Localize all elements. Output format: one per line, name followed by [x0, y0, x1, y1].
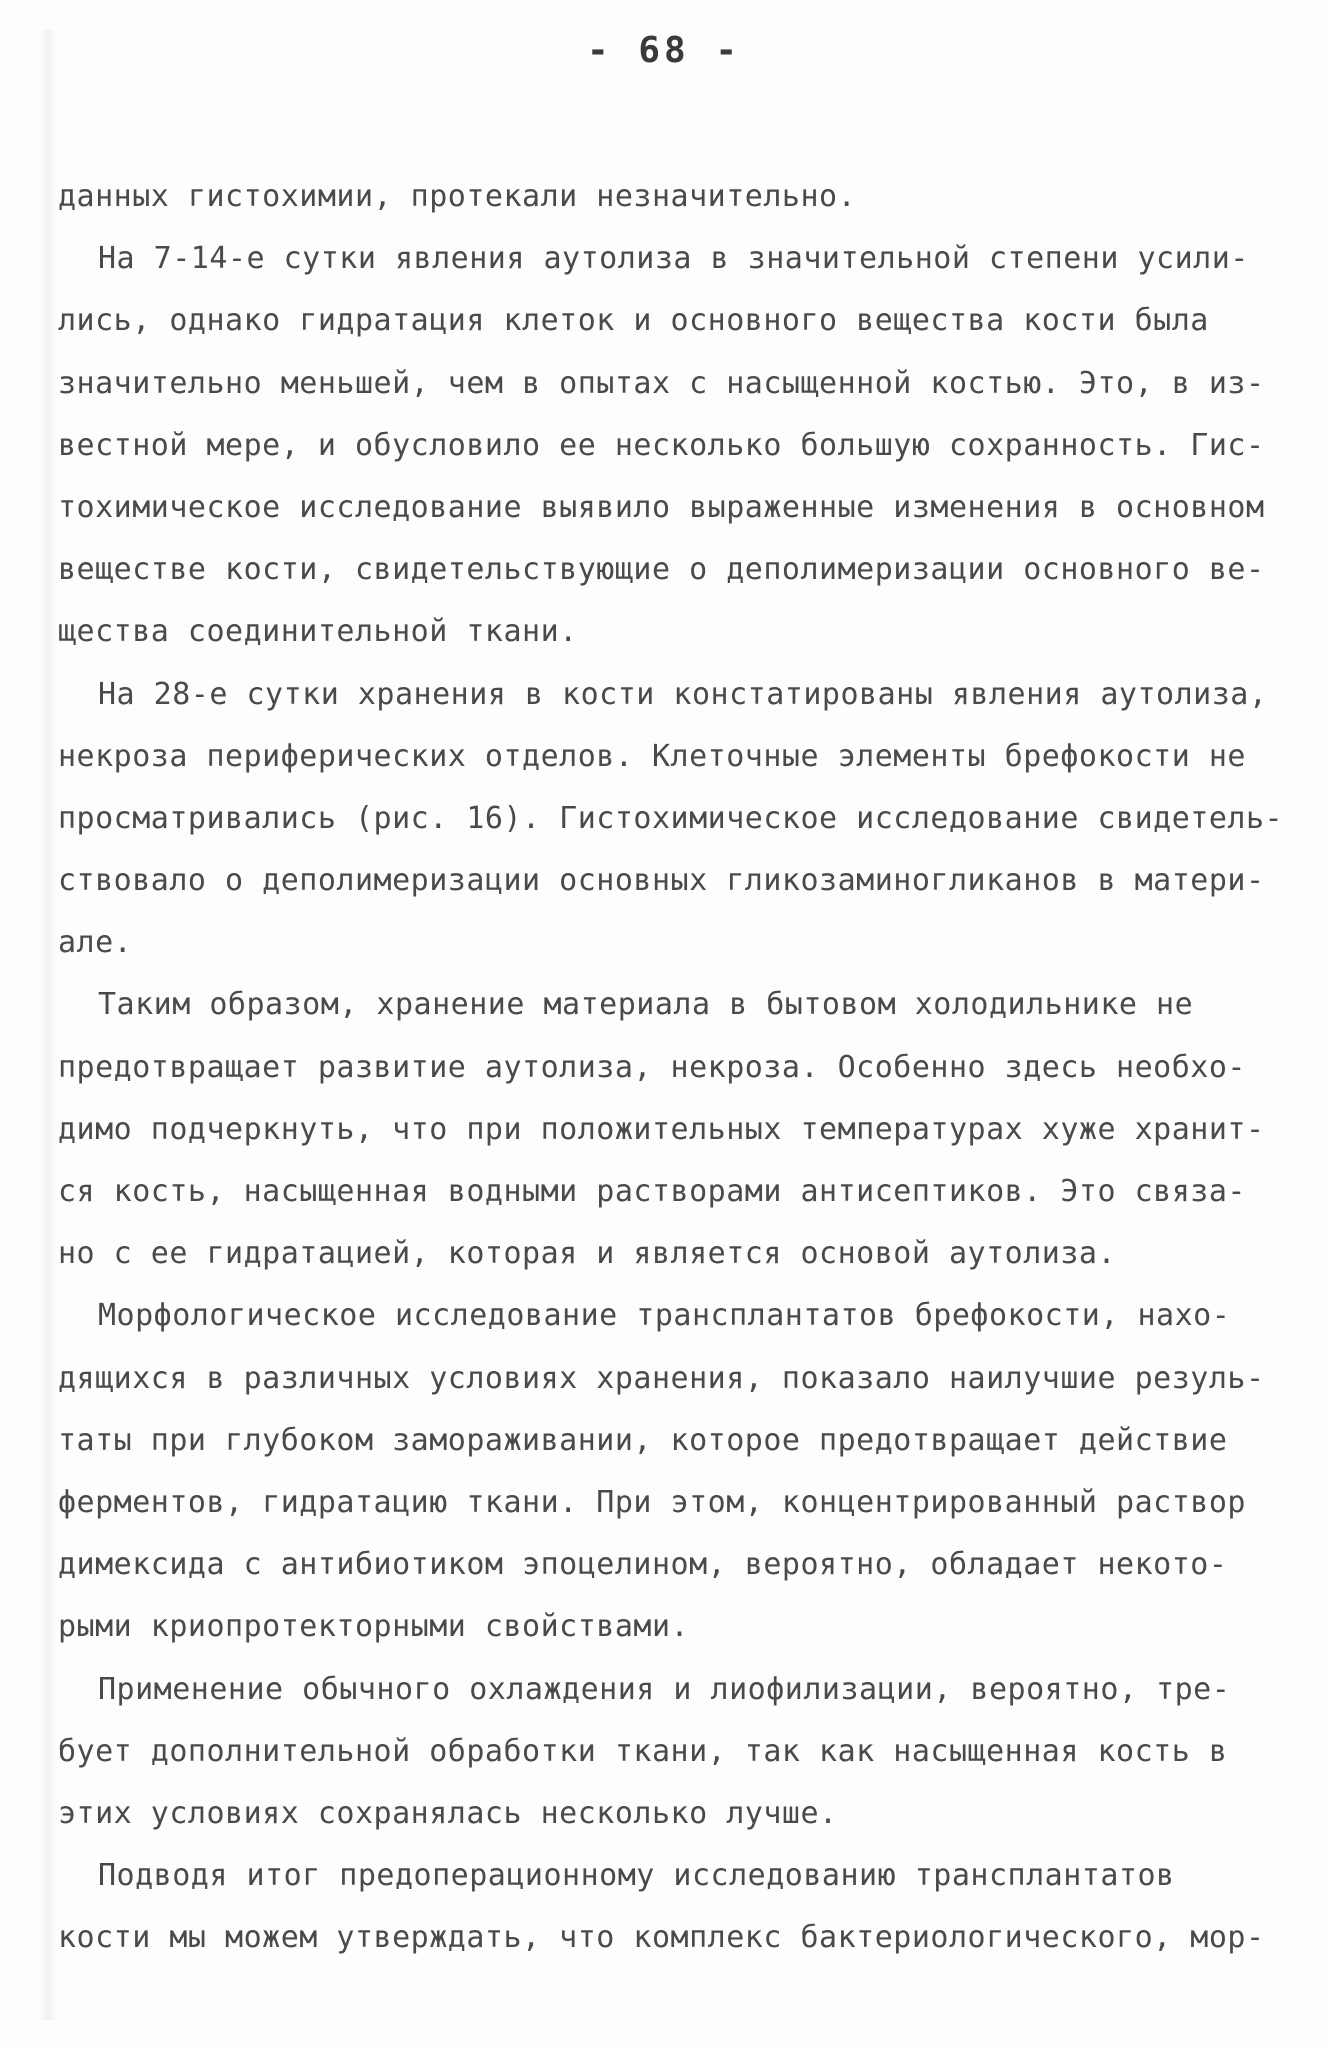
text-line: значительно меньшей, чем в опытах с насыщенной костью. Это, в из- [58, 365, 1265, 401]
body-text [58, 166, 1288, 1969]
text-line: щества соединительной ткани. [58, 614, 578, 650]
text-line: вестной мере, и обусловило ее несколько большую сохранность. Гис- [58, 427, 1265, 463]
text-line: некроза периферических отделов. Клеточные элементы брефокости не [58, 738, 1246, 774]
text-line: димо подчеркнуть, что при положительных температурах хуже хранит- [58, 1111, 1265, 1147]
text-line: кости мы можем утверждать, что комплекс бактериологического, мор- [58, 1920, 1265, 1956]
text-line: Применение обычного охлаждения и лиофилизации, вероятно, тре- [98, 1671, 1231, 1707]
text-line: ся кость, насыщенная водными растворами антисептиков. Это связа- [58, 1174, 1246, 1209]
text-line: бует дополнительной обработки ткани, так как насыщенная кость в [58, 1733, 1228, 1769]
text-line: просматривались (рис. 16). Гистохимическое исследование свидетель- [58, 800, 1284, 836]
text-line: данных гистохимии, протекали незначительно. [58, 179, 857, 214]
text-line: лись, однако гидратация клеток и основного вещества кости была [58, 303, 1209, 339]
text-line: тохимическое исследование выявило выраженные изменения в основном [58, 489, 1265, 525]
text-line: ствовало о деполимеризации основных гликозаминогликанов в матери- [58, 863, 1265, 899]
text-line: рыми криопротекторными свойствами. [58, 1609, 690, 1645]
text-line: предотвращает развитие аутолиза, некроза. Особенно здесь необхо- [58, 1049, 1246, 1085]
text-line: этих условиях сохранялась несколько лучше. [58, 1795, 838, 1831]
text-line: але. [58, 925, 133, 961]
text-line: На 7-14-е сутки явления аутолиза в значительной степени усили- [98, 241, 1249, 277]
text-line: Таким образом, хранение материала в бытовом холодильнике не [98, 987, 1194, 1023]
text-line: димексида с антибиотиком эпоцелином, вероятно, обладает некото- [58, 1547, 1228, 1583]
text-line: дящихся в различных условиях хранения, показало наилучшие резуль- [58, 1360, 1265, 1396]
text-line: На 28-е сутки хранения в кости констатированы явления аутолиза, [98, 676, 1268, 712]
text-line: но с ее гидратацией, которая и является основой аутолиза. [58, 1236, 1117, 1272]
page-number: - 68 - [586, 30, 742, 71]
text-line: таты при глубоком замораживании, которое предотвращает действие [58, 1422, 1228, 1458]
text-line: веществе кости, свидетельствующие о деполимеризации основного ве- [58, 552, 1265, 588]
text-line: ферментов, гидратацию ткани. При этом, концентрированный раствор [58, 1484, 1246, 1520]
binding-shadow [40, 30, 56, 2020]
text-line: Подводя итог предоперационному исследованию трансплантатов [98, 1858, 1175, 1894]
text-line: Морфологическое исследование трансплантатов брефокости, нахо- [98, 1298, 1231, 1334]
